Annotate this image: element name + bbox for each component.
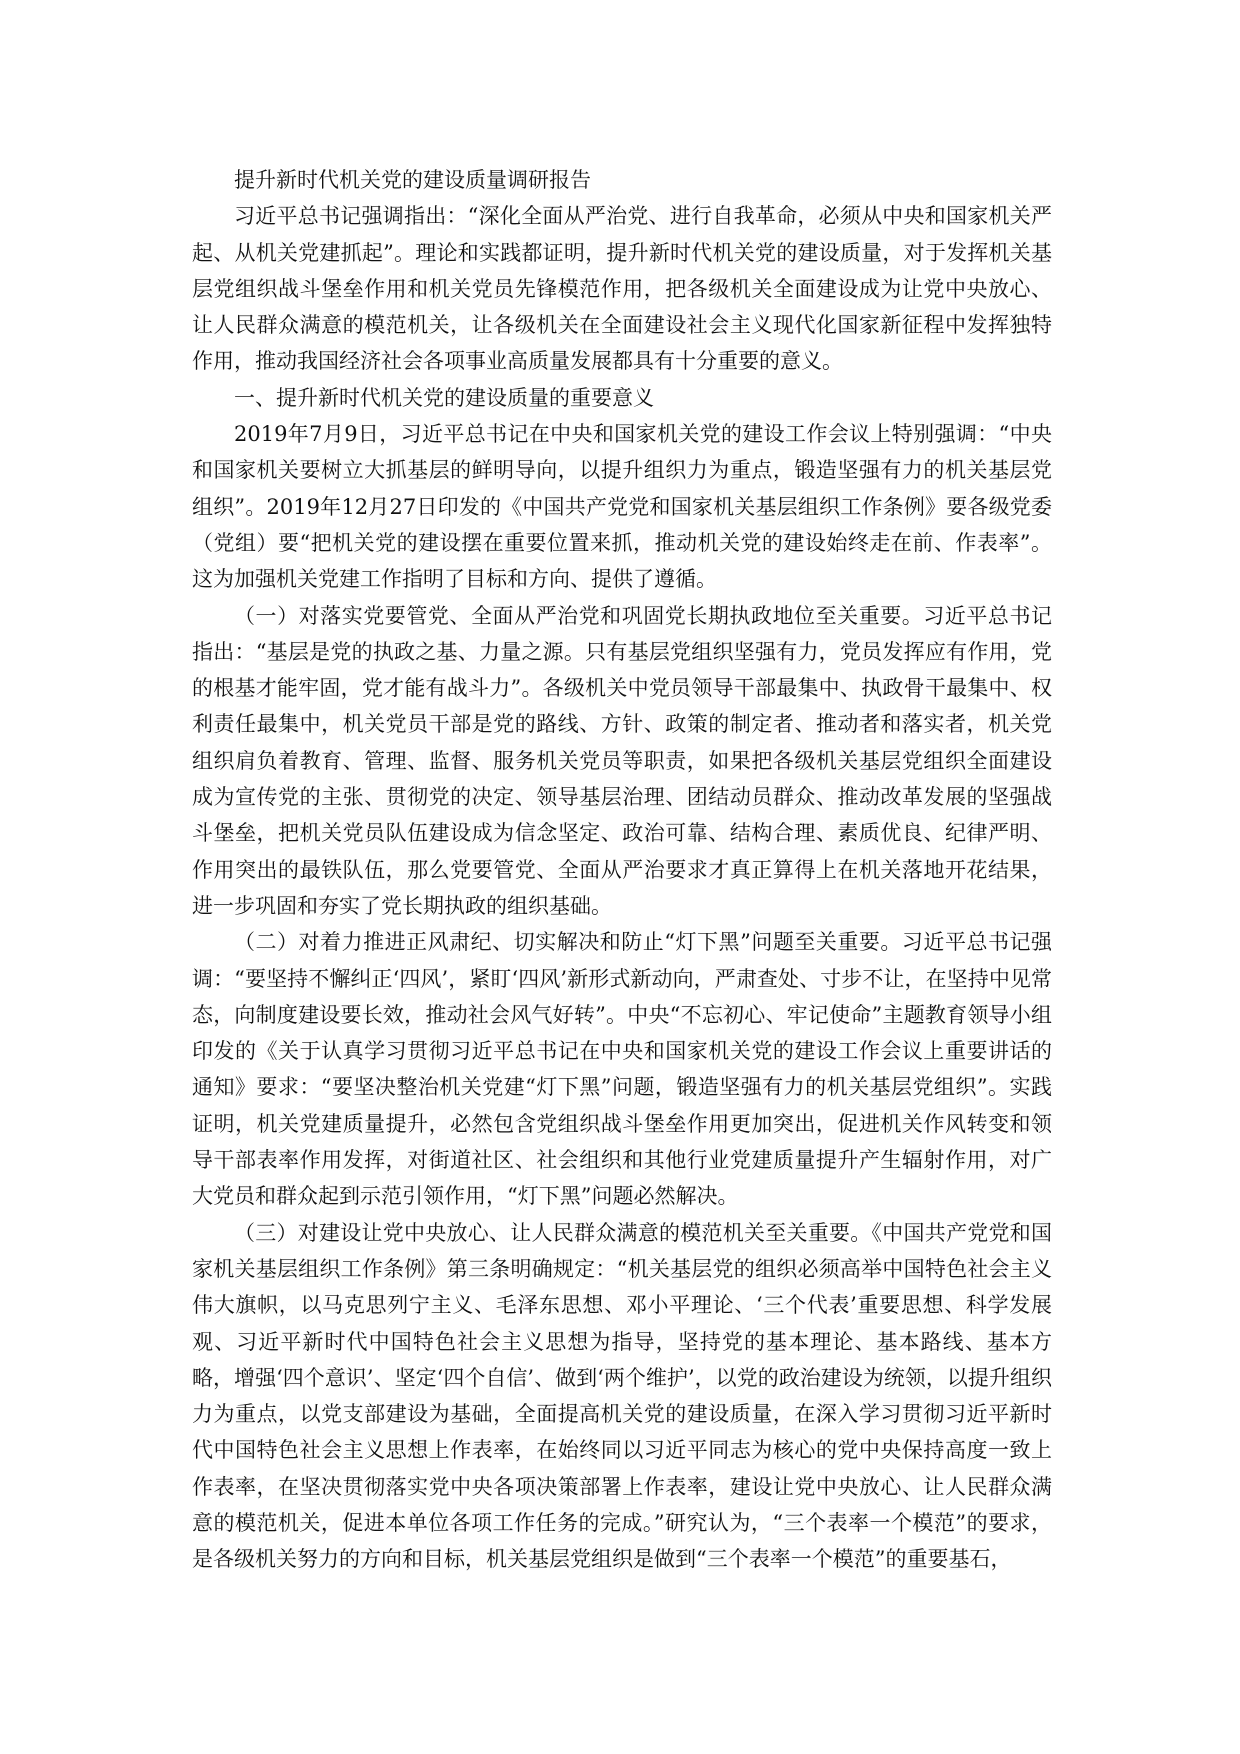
paragraph-intro: 习近平总书记强调指出：“深化全面从严治党、进行自我革命，必须从中央和国家机关严起、从机关党建抓起”。理论和实践都证明，提升新时代机关党的建设质量，对于发挥机关基层党组织战斗堡垒作用和机关党员先锋模范作用，把各级机关全面建设成为让党中央放心、让人民群众满意的模范机关，让各级机关在全面建设社会主义现代化国家新征程中发挥独特作用，推动我国经济社会各项事业高质量发展都具有十分重要的意义。 <box>192 204 1052 374</box>
document-body <box>192 162 1052 1578</box>
paragraph-point-1: （一）对落实党要管党、全面从严治党和巩固党长期执政地位至关重要。习近平总书记指出：“基层是党的执政之基、力量之源。只有基层党组织坚强有力，党员发挥应有作用，党的根基才能牢固，党才能有战斗力”。各级机关中党员领导干部最集中、执政骨干最集中、权利责任最集中，机关党员干部是党的路线、方针、政策的制定者、推动者和落实者，机关党组织肩负着教育、管理、监督、服务机关党员等职责，如果把各级机关基层党组织全面建设成为宣传党的主张、贯彻党的决定、领导基层治理、团结动员群众、推动改革发展的坚强战斗堡垒，把机关党员队伍建设成为信念坚定、政治可靠、结构合理、素质优良、纪律严明、作用突出的最铁队伍，那么党要管党、全面从严治要求才真正算得上在机关落地开花结果，进一步巩固和夯实了党长期执政的组织基础。 <box>192 603 1052 918</box>
paragraph-2019-meeting: 2019年7月9日，习近平总书记在中央和国家机关党的建设工作会议上特别强调：“中央和国家机关要树立大抓基层的鲜明导向，以提升组织力为重点，锻造坚强有力的机关基层党组织”。2019年12月27日印发的《中国共产党党和国家机关基层组织工作条例》要各级党委（党组）要“把机关党的建设摆在重要位置来抓，推动机关党的建设始终走在前、作表率”。这为加强机关党建工作指明了目标和方向、提供了遵循。 <box>192 422 1052 592</box>
paragraph-point-3: （三）对建设让党中央放心、让人民群众满意的模范机关至关重要。《中国共产党党和国家机关基层组织工作条例》第三条明确规定：“机关基层党的组织必须高举中国特色社会主义伟大旗帜，以马克思列宁主义、毛泽东思想、邓小平理论、‘三个代表’重要思想、科学发展观、习近平新时代中国特色社会主义思想为指导，坚持党的基本理论、基本路线、基本方略，增强‘四个意识’、坚定‘四个自信’、做到‘两个维护’，以党的政治建设为统领，以提升组织力为重点，以党支部建设为基础，全面提高机关党的建设质量，在深入学习贯彻习近平新时代中国特色社会主义思想上作表率，在始终同以习近平同志为核心的党中央保持高度一致上作表率，在坚决贯彻落实党中央各项决策部署上作表率，建设让党中央放心、让人民群众满意的模范机关，促进本单位各项工作任务的完成。”研究认为，“三个表率一个模范”的要求，是各级机关努力的方向和目标，机关基层党组织是做到“三个表率一个模范”的重要基石， <box>192 1220 1052 1572</box>
paragraph-point-2: （二）对着力推进正风肃纪、切实解决和防止“灯下黑”问题至关重要。习近平总书记强调：“要坚持不懈纠正‘四风’，紧盯‘四风’新形式新动向，严肃查处、寸步不让，在坚持中见常态，向制度建设要长效，推动社会风气好转”。中央“不忘初心、牢记使命”主题教育领导小组印发的《关于认真学习贯彻习近平总书记在中央和国家机关党的建设工作会议上重要讲话的通知》要求：“要坚决整治机关党建“灯下黑”问题，锻造坚强有力的机关基层党组织”。实践证明，机关党建质量提升，必然包含党组织战斗堡垒作用更加突出，促进机关作风转变和领导干部表率作用发挥，对街道社区、社会组织和其他行业党建质量提升产生辐射作用，对广大党员和群众起到示范引领作用，“灯下黑”问题必然解决。 <box>192 930 1052 1209</box>
document-title: 提升新时代机关党的建设质量调研报告 <box>234 168 591 192</box>
section-heading-1: 一、提升新时代机关党的建设质量的重要意义 <box>234 385 654 410</box>
